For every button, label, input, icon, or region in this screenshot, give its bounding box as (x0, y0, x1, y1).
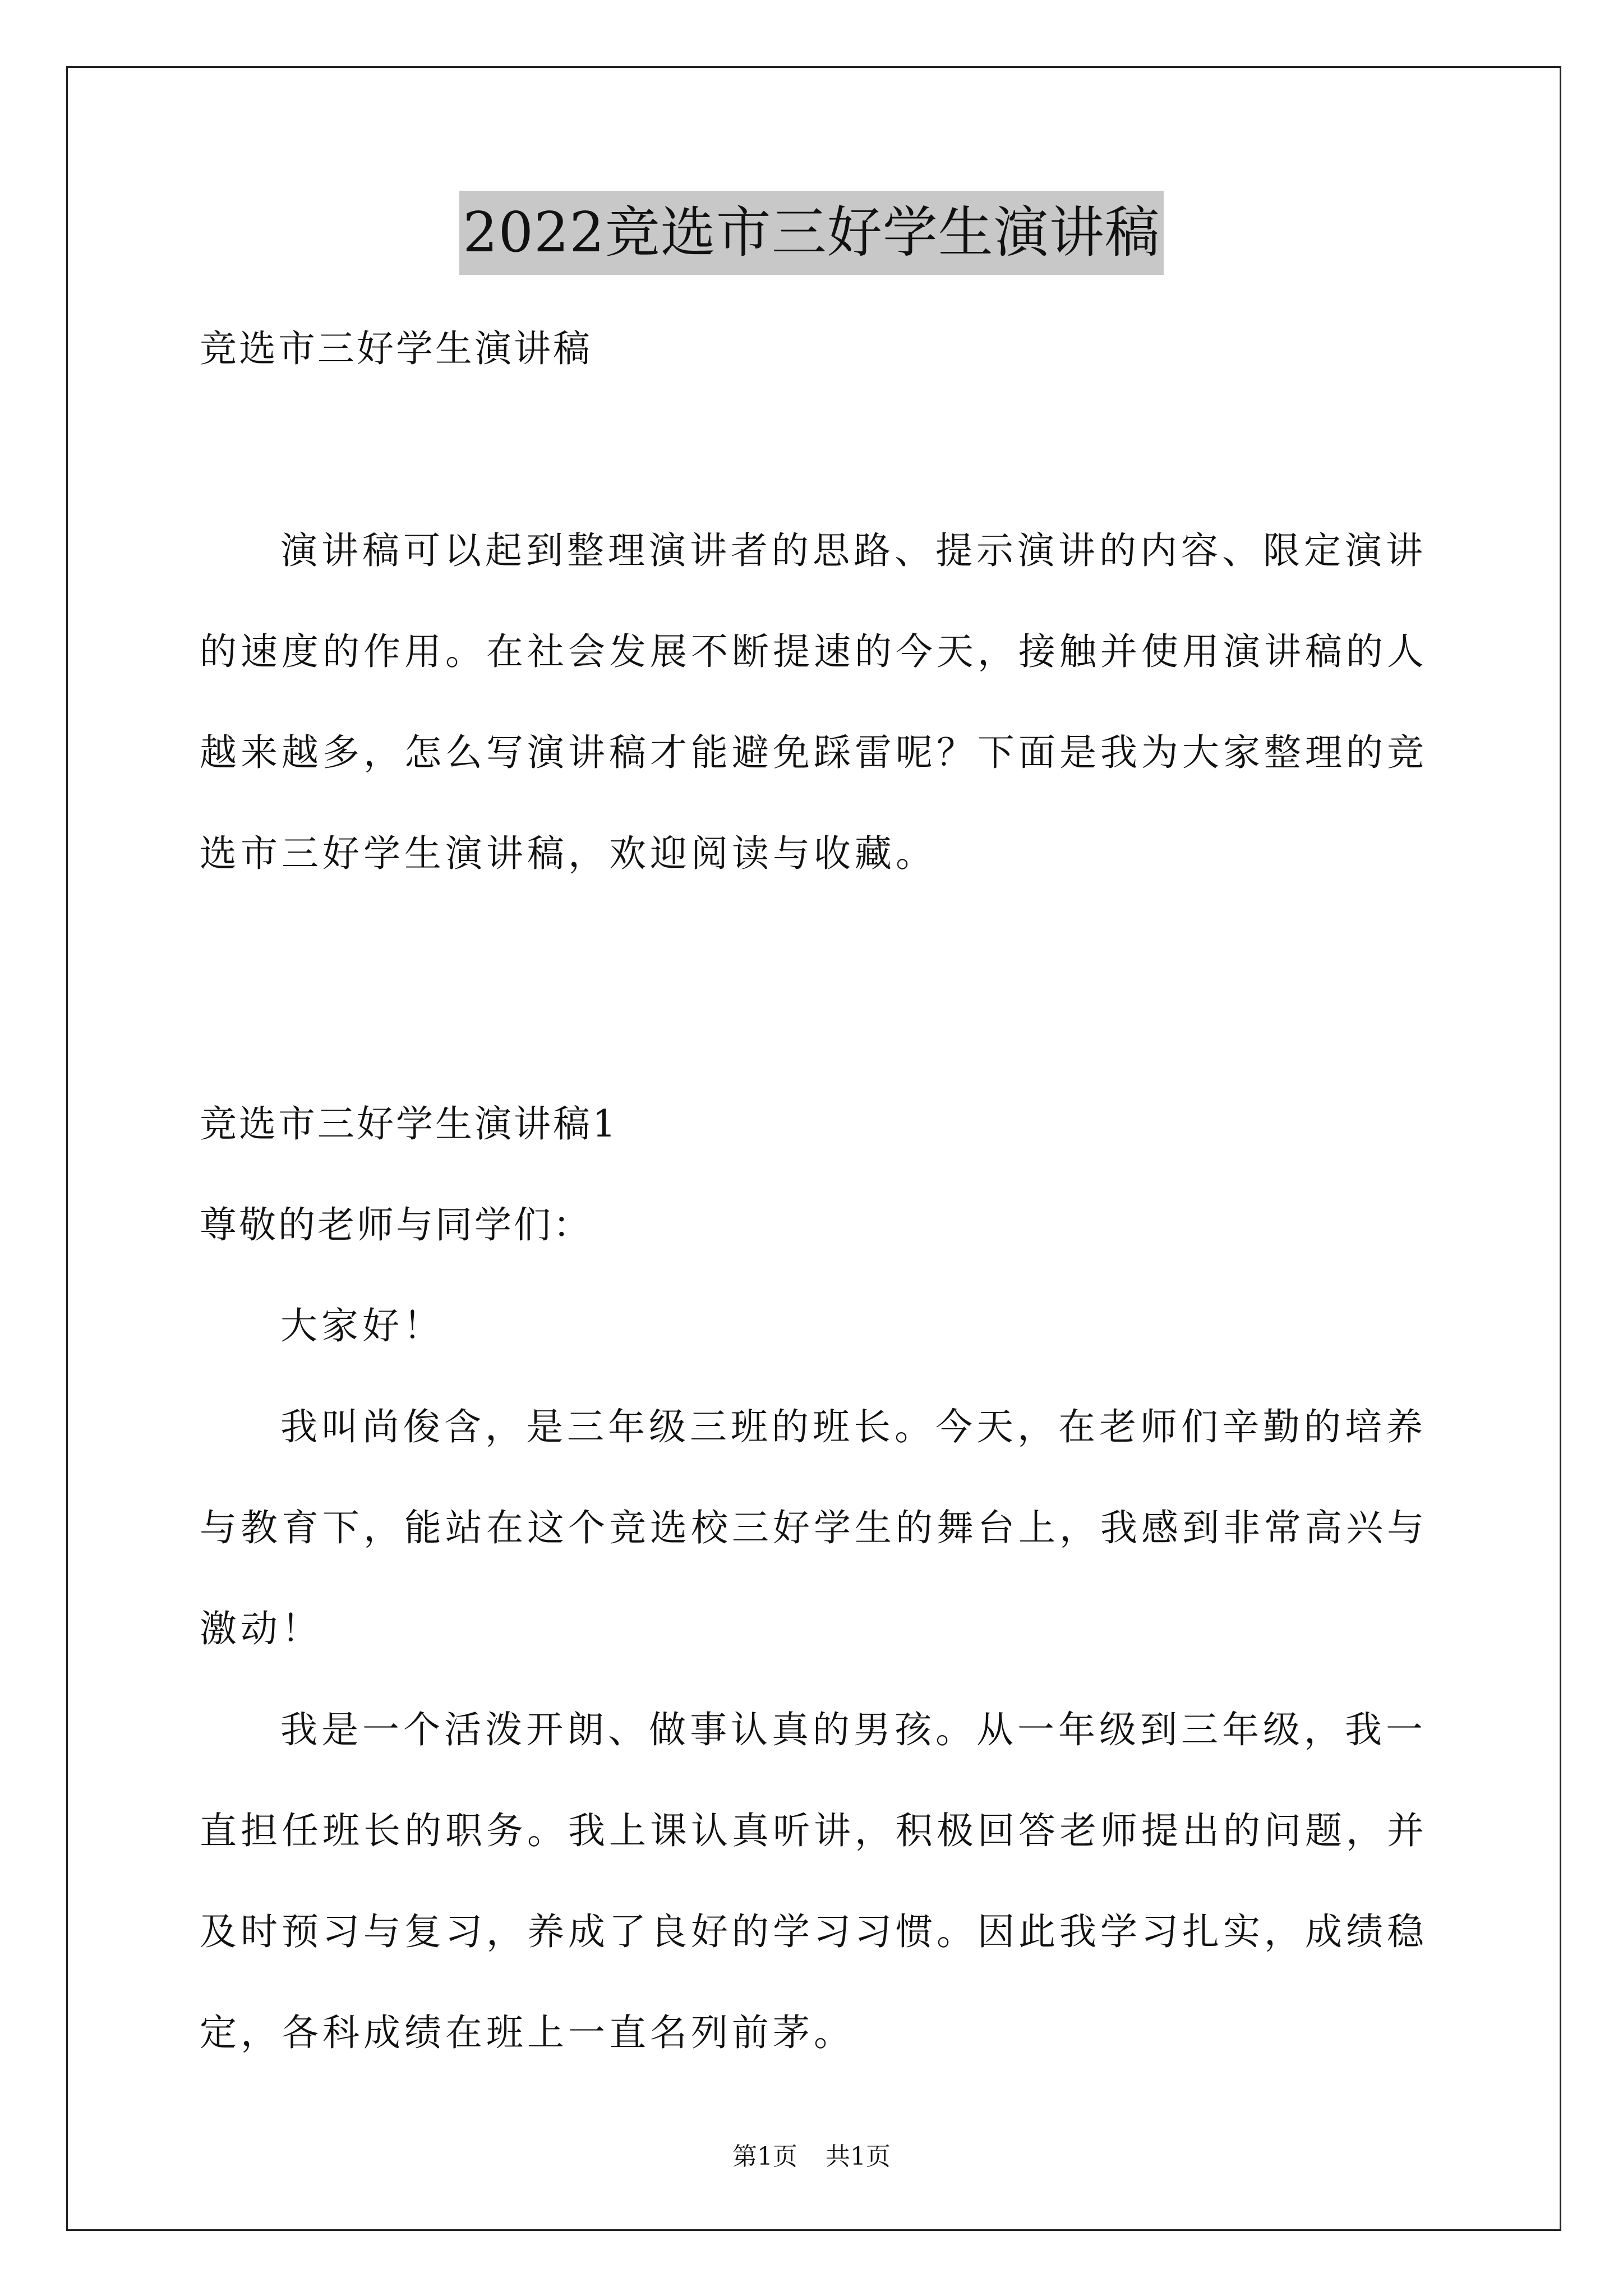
greeting: 大家好！ (280, 1304, 444, 1347)
page-total: 共1页 (826, 2142, 891, 2171)
document-body (200, 298, 1433, 2083)
title-container (0, 191, 1623, 275)
page-number: 第1页 (732, 2142, 797, 2171)
intro-paragraph: 演讲稿可以起到整理演讲者的思路、提示演讲的内容、限定演讲的速度的作用。在社会发展不断提速的今天，接触并使用演讲稿的人越来越多，怎么写演讲稿才能避免踩雷呢？下面是我为大家整理的竞选市三好学生演讲稿，欢迎阅读与收藏。 (200, 529, 1428, 875)
spacer (200, 973, 1433, 1074)
body-paragraph: 我叫尚俊含，是三年级三班的班长。今天，在老师们辛勤的培养与教育下，能站在这个竞选校三好学生的舞台上，我感到非常高兴与激动！ (200, 1405, 1428, 1650)
salutation: 尊敬的老师与同学们： (200, 1203, 592, 1246)
page-footer (0, 2140, 1623, 2174)
spacer (200, 904, 1433, 973)
document-title: 2022竞选市三好学生演讲稿 (459, 191, 1163, 275)
subtitle: 竞选市三好学生演讲稿 (200, 327, 592, 370)
spacer (200, 399, 1433, 500)
section-heading: 竞选市三好学生演讲稿1 (200, 1102, 618, 1145)
body-paragraph: 我是一个活泼开朗、做事认真的男孩。从一年级到三年级，我一直担任班长的职务。我上课认真听讲，积极回答老师提出的问题，并及时预习与复习，养成了良好的学习习惯。因此我学习扎实，成绩稳定，各科成绩在班上一直名列前茅。 (200, 1708, 1428, 2054)
